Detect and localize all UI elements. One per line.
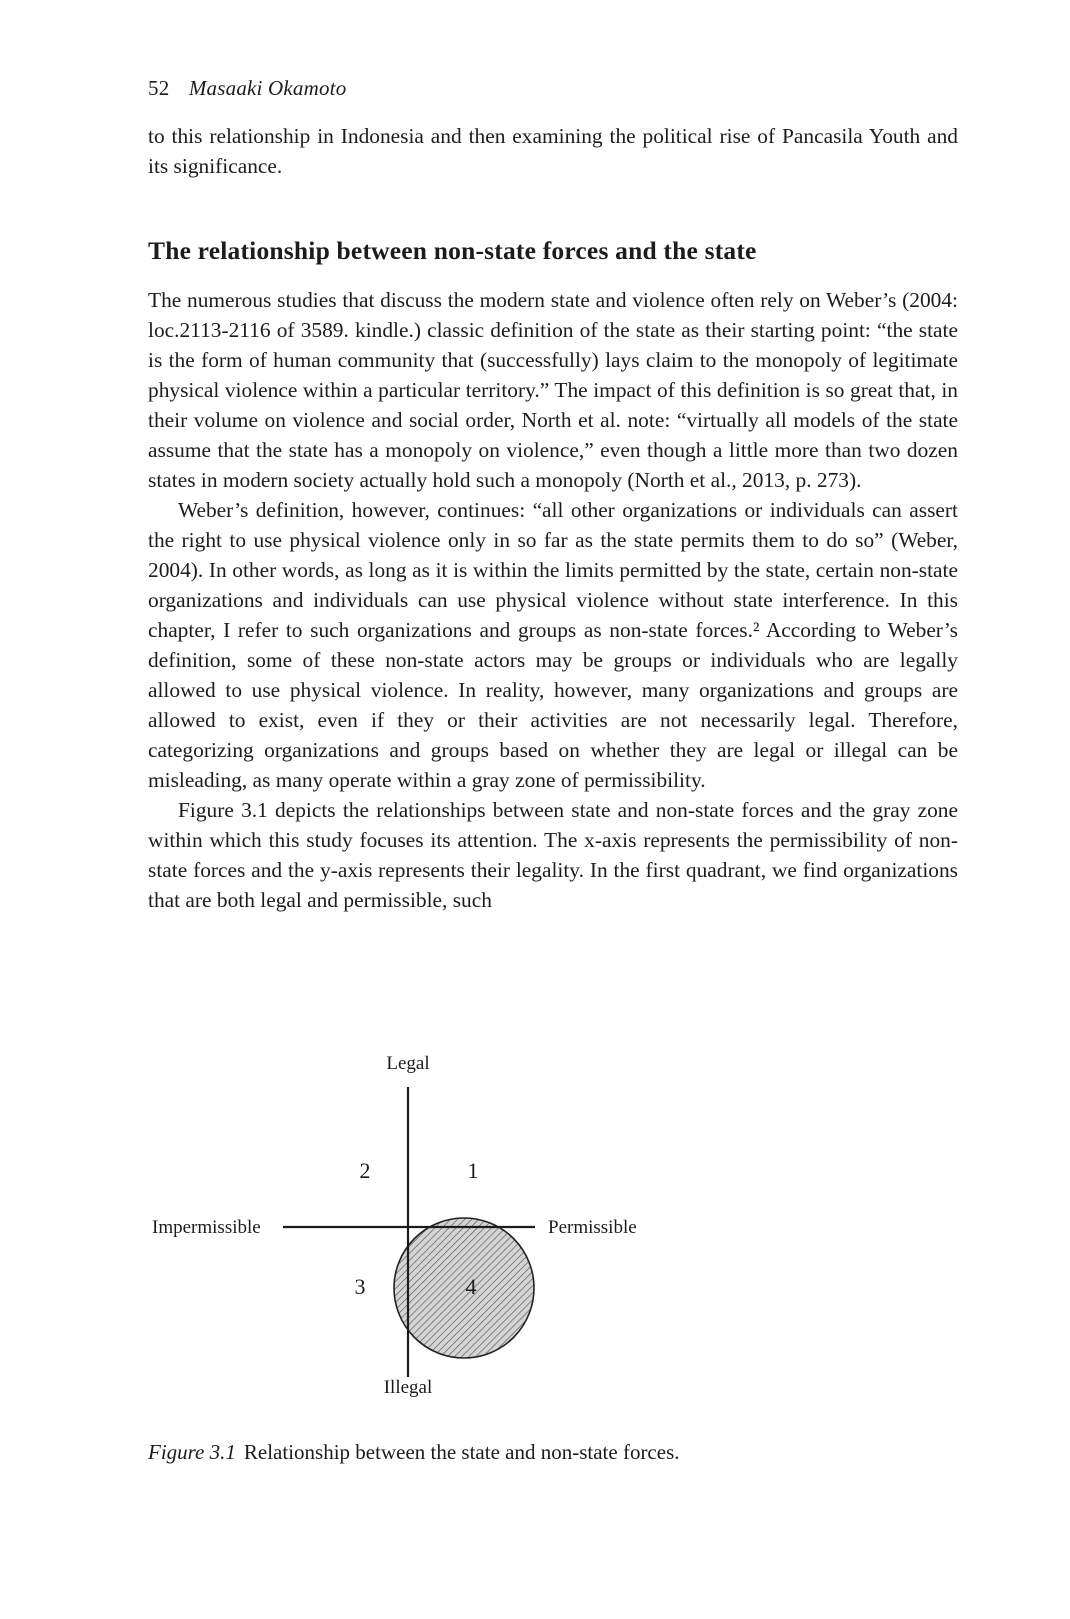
intro-text bbox=[148, 121, 958, 181]
paragraph-3: Figure 3.1 depicts the relationships between state and non-state forces and the gray zone within which this study focuses its attention. The x-axis represents the permissibility of non-state forces and the y-axis represents their legality. In the first quadrant, we find organizations that are both legal and permissible, such bbox=[148, 798, 958, 912]
quadrant-1-label: 1 bbox=[467, 1158, 479, 1183]
running-head-author: Masaaki Okamoto bbox=[188, 76, 347, 100]
quadrant-3-label: 3 bbox=[354, 1274, 366, 1299]
figure-caption-text: Relationship between the state and non-state forces. bbox=[243, 1440, 680, 1464]
section-heading: The relationship between non-state forces and the state bbox=[148, 236, 757, 265]
axis-label-permissible: Permissible bbox=[548, 1217, 637, 1238]
axis-label-impermissible: Impermissible bbox=[152, 1217, 261, 1238]
quadrant-diagram bbox=[0, 1040, 1070, 1400]
running-head bbox=[148, 76, 346, 101]
figure-3-1 bbox=[0, 1040, 1070, 1400]
paragraph-2: Weber’s definition, however, continues: “all other organizations or individuals can assert the right to use physical violence only in so far as the state permits them to do so” (Weber, 2004). In other words, as long as it is within the limits permitted by the state, certain non-state organizations and individuals can use physical violence without state interference. In this chapter, I refer to such organizations and groups as non-state forces.² According to Weber’s definition, some of these non-state actors may be groups or individuals who are legally allowed to use physical violence. In reality, however, many organizations and groups are allowed to exist, even if they or their activities are not necessarily legal. Therefore, categorizing organizations and groups based on whether they are legal or illegal can be misleading, as many operate within a gray zone of permissibility. bbox=[148, 498, 958, 792]
page-number: 52 bbox=[148, 76, 170, 100]
axis-label-legal: Legal bbox=[386, 1053, 430, 1074]
quadrant-4-label: 4 bbox=[465, 1274, 477, 1299]
quadrant-2-label: 2 bbox=[359, 1158, 371, 1183]
figure-caption bbox=[148, 1440, 680, 1465]
intro-paragraph: to this relationship in Indonesia and then examining the political rise of Pancasila Youth and its significance. bbox=[148, 124, 958, 178]
paragraph-1: The numerous studies that discuss the modern state and violence often rely on Weber’s (2004: loc.2113-2116 of 3589. kindle.) classic definition of the state as their starting point: “the state is the form of human community that (successfully) lays claim to the monopoly of legitimate physical violence within a particular territory.” The impact of this definition is so great that, in their volume on violence and social order, North et al. note: “virtually all models of the state assume that the state has a monopoly on violence,” even though a little more than two dozen states in modern society actually hold such a monopoly (North et al., 2013, p. 273). bbox=[148, 288, 958, 492]
axis-label-illegal: Illegal bbox=[383, 1377, 433, 1398]
body-text bbox=[148, 285, 958, 915]
figure-caption-label: Figure 3.1 bbox=[148, 1440, 236, 1464]
gray-zone-circle bbox=[394, 1218, 534, 1358]
